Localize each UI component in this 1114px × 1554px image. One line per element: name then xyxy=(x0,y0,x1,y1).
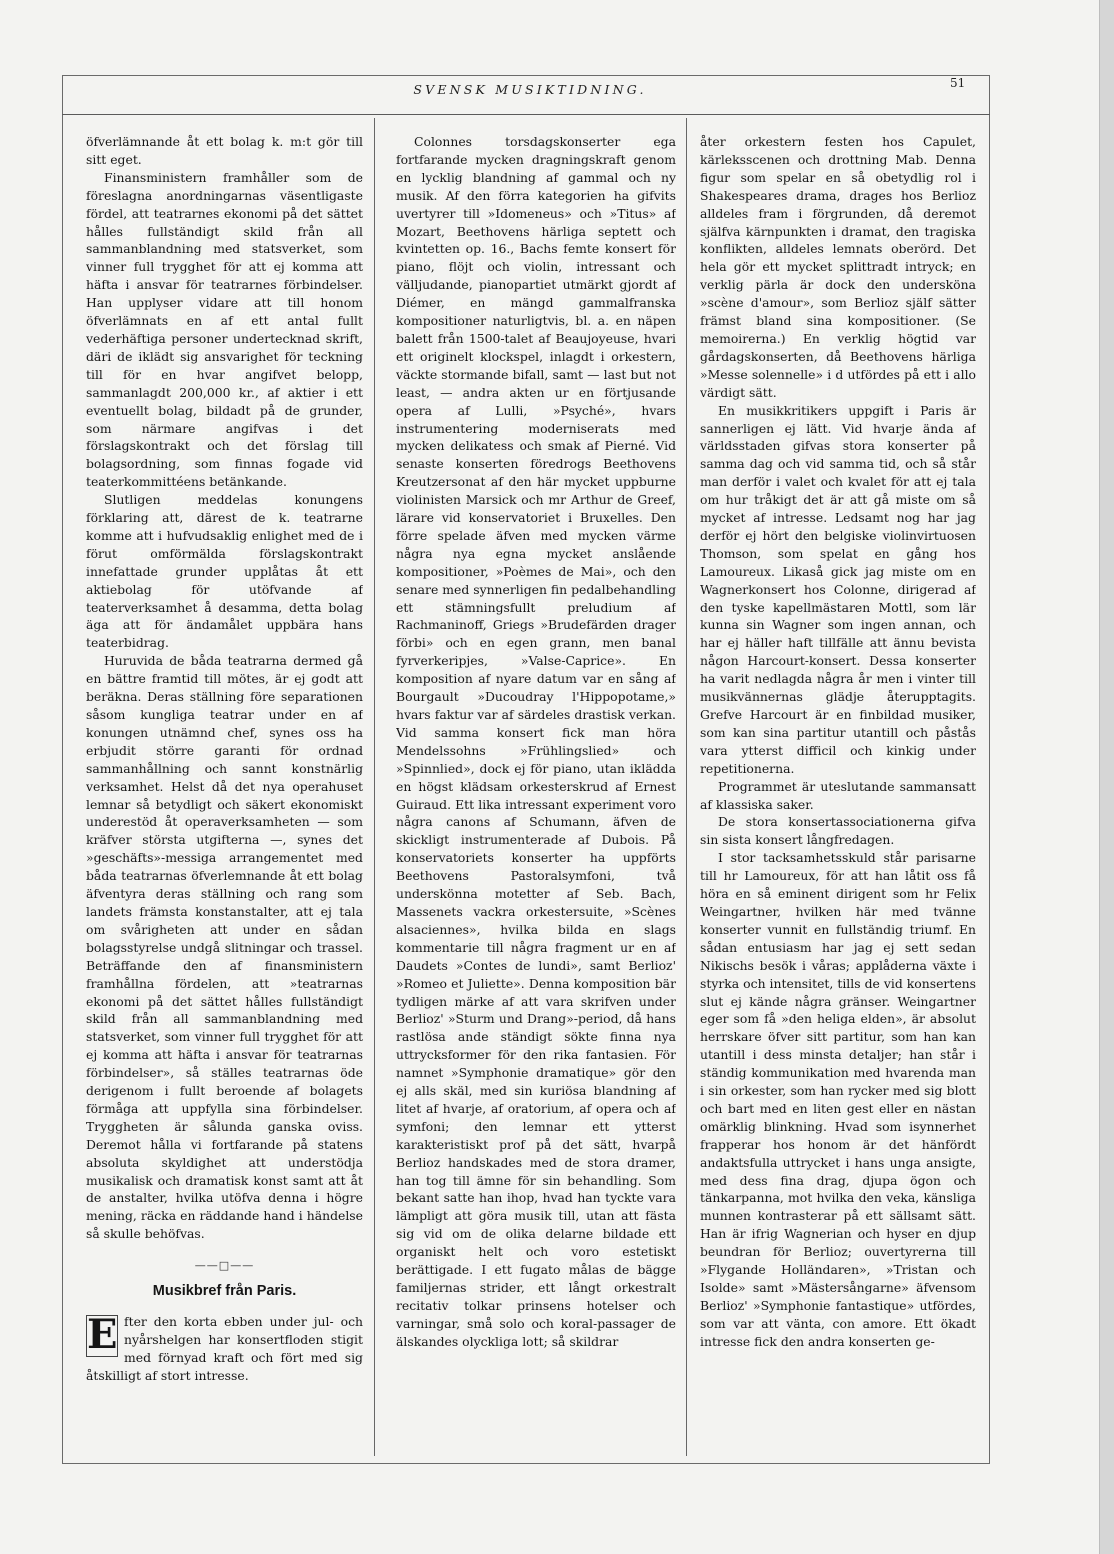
paragraph: Slutligen meddelas konungens förklaring att, därest de k. teatrarne komme att i hufvudsaklig enlighet med de i förut omförmälda förslagskontrakt innefattade grunder upplåtas åt ett aktiebolag för utöfvande af teaterverksamhet å desamma, detta bolag äga att för ändamålet uppbära hans teaterbidrag. xyxy=(86,492,363,651)
paragraph: åter orkestern festen hos Capulet, kärleksscenen och drottning Mab. Denna figur som spelar en så obetydlig rol i Shakespeares drama, drages hos Berlioz alldeles fram i förgrunden, då deremot själfva kärnpunkten i dramat, den tragiska konflikten, alldeles lemnats oberörd. Det hela gör ett mycket splittradt intryck; en verklig pärla är dock den underskönа »scène d'amour», som Berlioz själf sätter främst bland sina kompositioner. (Se memoirerna.) En verklig högtid var gårdagskonserten, då Beethovens härliga »Messe solennelle» i d utfördes på ett i allo värdigt sätt. xyxy=(700,134,976,400)
page-number: 51 xyxy=(950,76,966,90)
paragraph: Finansministern framhåller som de föreslagna anordningarnas väsentligaste fördel, att teatrarnes ekonomi på det sättet hålles fullständigt skild från all sammanblandning med statsverket, som vinner full trygghet för att ej komma att häfta i ansvar för teatrarnes förbindelser. Han upplyser vidare att till honom öfverlämnats en af ett antal fullt vederhäftiga personer undertecknad skrift, däri de iklädt sig ansvarighet för teckning till för en hvar angifvet belopp, sammanlagdt 200,000 kr., af aktier i ett eventuellt bolag, bildadt på de grunder, som närmare angifvas i det förslagskontrakt och det förslag till bolagsordning, som finnas fogade vid teaterkommittéens betänkande. xyxy=(86,169,363,490)
column-divider xyxy=(374,118,375,1456)
paragraph: De stora konsertassociationerna gifva sin sista konsert långfredagen. xyxy=(700,814,976,848)
paragraph: Colonnes torsdagskonserter ega fortfarande mycken dragningskraft genom en lycklig blandning af gammal och ny musik. Af den förra kategorien ha gifvits uvertyrer till »Idomeneus» och »Titus» af Mozart, Beethovens härliga septett och kvintetten op. 16., Bachs femte konsert för piano, flöjt och violin, intressant och välljudande, pianopartiet utmärkt gjordt af Diémer, en mängd gammalfranska kompositioner naturligtvis, bl. a. en näpen balett från 1500-talet af Beaujoyeuse, hvari ett originelt klockspel, inlagdt i orkestern, väckte stormande bifall, samt — last but not least, — andra akten ur en förtjusande opera af Lulli, »Psyché», hvars instrumentering moderniserats med mycken delikatess och smak af Pierné. Vid senaste konserten föredrogs Beethovens Kreutzersonat af den här mycket uppburne violinisten Marsick och mr Arthur de Greef, lärare vid konservatoriet i Bruxelles. Den förre spelade äfven med mycken värme några nya egna mycket anslående kompositioner, »Poèmes de Mai», och den senare med synnerligen fin pedalbehandling ett stämningsfullt preludium af Rachmaninoff, Griegs »Brudefärden drager förbi» och en egen grann, men banal fyrverkeripjes, »Valse-Caprice». En komposition af nyare datum var en sång af Bourgault »Ducoudray l'Hippopotame,» hvars faktur var af särdeles drastisk verkan. Vid samma konsert fick man höra Mendelssohns »Frühlingslied» och »Spinnlied», dock ej för piano, utan iklädda en högst klädsam orkesterskrud af Ernest Guiraud. Ett lika intressant experiment voro några canons af Schumann, äfven de skickligt instrumenterade af Dubois. På konservatoriets konserter ha uppförts Beethovens Pastoralsymfoni, två underskönna motetter af Seb. Bach, Massenets vackra orkestersuite, »Scènes alsaciennes», hvilka bilda en slags kommentarie till några fragment ur en af Daudets »Contes de lundi», samt Berlioz' »Romeo et Juliette». Denna komposition bär tydligen märke af att vara skrifven under Berlioz' »Sturm und Drang»-period, då hans rastlösa ande ständigt sökte finna nya uttrycksformer för den rika fantasien. För namnet »Symphonie dramatique» gör den ej alls skäl, med sin kuriösa blandning af litet af hvarje, af oratorium, af opera och af symfoni; den lemnar ett ytterst karakteristiskt prof på det sätt, hvarpå Berlioz handskades med de stora dramer, han tog till ämne för sin behandling. Som bekant satte han ihop, hvad han tyckte vara lämpligt att göra musik till, utan att fästa sig vid om de olika delarne bildade ett organiskt helt och voro estetiskt berättigade. I ett fugato målas de bägge familjernas strider, ett långt orkestralt recitativ tolkar prinsens hotelser och varningar, små solo och koral-passager de älskandes olyckliga lott; så skildrar xyxy=(396,134,676,1349)
paragraph: I stor tacksamhetsskuld står parisarne till hr Lamoureux, för att han låtit oss få höra en så eminent dirigent som hr Felix Weingartner, hvilken här med tvänne konserter vunnit en fullständig triumf. En sådan entusiasm har jag ej sett sedan Nikischs besök i våras; applåderna växte i styrka och intensitet, tills de vid konsertens slut ej kände några gränser. Weingartner eger som få »den heliga elden», är absolut herrskare öfver sitt partitur, som han kan utantill i dess minsta detaljer; han står i ständig kommunikation med hvarenda man i sin orkester, som han rycker med sig blott och bart med en liten gest eller en nästan omärklig blinkning. Hvad som isynnerhet frapperar hos honom är det hänfördt andaktsfulla uttrycket i hans unga ansigte, med dess fina drag, djupa ögon och tänkarpanna, mot hvilka den veka, känsliga munnen kontrasterar på ett sällsamt sätt. Han är ifrig Wagnerian och hyser en djup beundran för Berlioz; ouvertyrerna till »Flygande Holländaren», »Tristan och Isolde» samt »Mästersångarne» äfvensom Berlioz' »Symphonie fantastique» utfördes, som var att vänta, con amore. Ett ökadt intresse fick den andra konserten ge- xyxy=(700,850,976,1349)
paragraph: öfverlämnande åt ett bolag k. m:t gör till sitt eget. xyxy=(86,134,363,167)
column-1 xyxy=(86,133,363,1453)
intro-paragraph xyxy=(86,1313,363,1385)
paragraph: En musikkritikers uppgift i Paris är sannerligen ej lätt. Vid hvarje ända af världsstaden gifvas stora konserter på samma dag och vid samma tid, och så står man derför i valet och kvalet för att ej tala om hur tråkigt det är att gå miste om så mycket af intresse. Ledsamt nog har jag derför ej hört den belgiske violinvirtuosen Thomson, som spelat en gång hos Lamoureux. Likaså gick jag miste om en Wagnerkonsert hos Colonne, dirigerad af den tyske kapellmästaren Mottl, som lär kunna sin Wagner som ingen annan, och har ej häller haft tillfälle att ännu bevista någon Harcourt-konsert. Dessa konserter ha varit nedlagda några år men i vinter till musikvännernas glädje återupptagits. Grefve Harcourt är en finbildad musiker, som kan sina partitur utantill och påstås vara ytterst difficil och kinkig under repetitionerna. xyxy=(700,402,976,776)
drop-cap: E xyxy=(87,1311,118,1358)
header-rule xyxy=(62,114,990,115)
paragraph: Programmet är uteslutande sammansatt af klassiska saker. xyxy=(700,778,976,812)
intro-text: fter den korta ebben under jul- och nyårshelgen har konsertfloden stigit med förnyad kraft och fört med sig åtskilligt af stort intresse. xyxy=(86,1314,363,1383)
section-title: Musikbref från Paris. xyxy=(152,1283,297,1300)
column-3 xyxy=(700,133,976,1453)
paragraph: Huruvida de båda teatrarna dermed gå en bättre framtid till mötes, är ej godt att beräkna. Deras ställning före separationen såsom kungliga teatrar under en af konungen utnämnd chef, synes oss ha erbjudit större garanti för ordnad sammanhållning och sannt konstnärlig verksamhet. Helst då det nya operahuset lemnar så betydligt och säkert ekonomiskt underestöd åt operaverksamheten — som kräfver största utgifterna —, synes det »geschäfts»-messiga arrangementet med båda teatrarnas öfverlemnande åt ett bolag äfventyra deras ställning och rang som landets främsta konstanstalter, att ej tala om svårigheten att under en sådan bolagsstyrelse undgå slitningar och trassel. Beträffande den af finansministern framhållna fördelen, att »teatrarnas ekonomi på det sättet hålles fullständigt skild från all sammanblandning med statsverket, som vinner full trygghet för att ej komma att häfta i ansvar för teatrarnas förbindelser», så ställes teatrarnas öde derigenom i fullt beroende af bolagets förmåga att uppfylla sina förbindelser. Tryggheten är sålunda ganska oviss. Deremot hålla vi fortfarande på statens absoluta skyldighet att understödja musikalisk och dramatisk konst samt att åt de anstalter, hvilka utöfva denna i högre mening, räcka en räddande hand i händelse så skulle behöfvas. xyxy=(86,653,363,1242)
column-divider xyxy=(686,118,687,1456)
page-edge xyxy=(1099,0,1114,1554)
masthead: SVENSK MUSIKTIDNING. xyxy=(413,82,647,97)
section-ornament: ——□—— xyxy=(194,1259,255,1273)
column-2 xyxy=(396,133,676,1453)
